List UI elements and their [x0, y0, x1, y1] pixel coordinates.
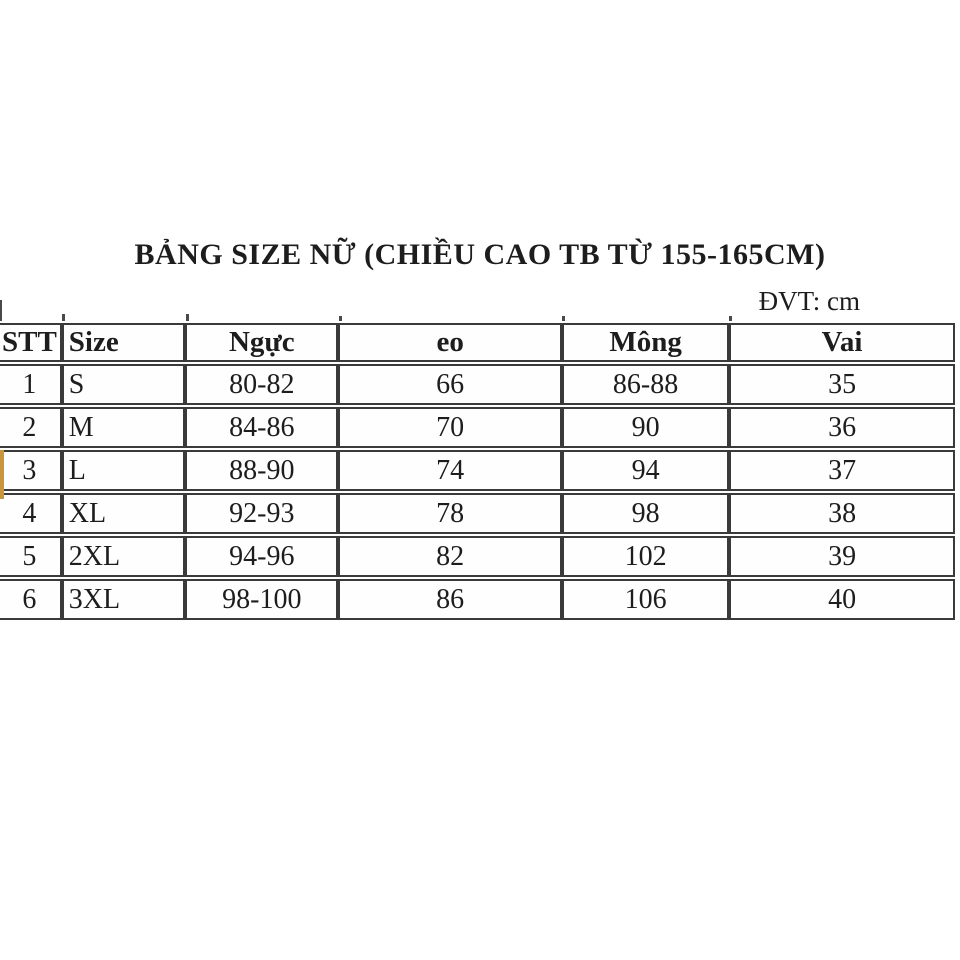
table-cell: 98-100 — [185, 579, 338, 620]
table-cell: 80-82 — [185, 364, 338, 405]
header-cell: Size — [62, 323, 186, 362]
table-cell: 1 — [0, 364, 62, 405]
table-cell: L — [62, 450, 186, 491]
table-cell: 86 — [338, 579, 562, 620]
table-row — [0, 536, 955, 577]
table-cell: 4 — [0, 493, 62, 534]
table-cell: 94 — [562, 450, 729, 491]
table-cell: 86-88 — [562, 364, 729, 405]
table-row — [0, 364, 955, 405]
table-cell: 39 — [729, 536, 955, 577]
header-cell: STT — [0, 323, 62, 362]
table-cell: 78 — [338, 493, 562, 534]
size-table-wrap — [0, 321, 959, 622]
header-cell: Ngực — [185, 323, 338, 362]
table-cell: 35 — [729, 364, 955, 405]
header-cell: Vai — [729, 323, 955, 362]
header-cell: eo — [338, 323, 562, 362]
table-cell: 36 — [729, 407, 955, 448]
table-row — [0, 579, 955, 620]
table-cell: 98 — [562, 493, 729, 534]
grid-remnant-line — [62, 314, 65, 321]
table-cell: 2 — [0, 407, 62, 448]
table-cell: 90 — [562, 407, 729, 448]
grid-remnant-line — [0, 300, 2, 321]
table-cell: M — [62, 407, 186, 448]
size-chart-title: BẢNG SIZE NỮ (CHIỀU CAO TB TỪ 155-165CM) — [134, 238, 826, 271]
table-body — [0, 364, 955, 620]
table-cell: 3XL — [62, 579, 186, 620]
table-cell: 6 — [0, 579, 62, 620]
size-table — [0, 321, 955, 622]
header-cell: Mông — [562, 323, 729, 362]
accent-marker — [0, 450, 4, 499]
table-cell: 94-96 — [185, 536, 338, 577]
table-cell: 66 — [338, 364, 562, 405]
table-cell: 74 — [338, 450, 562, 491]
table-cell: 84-86 — [185, 407, 338, 448]
table-cell: 82 — [338, 536, 562, 577]
header-row — [0, 323, 955, 362]
table-cell: 5 — [0, 536, 62, 577]
table-row — [0, 493, 955, 534]
table-cell: 106 — [562, 579, 729, 620]
grid-remnant-line — [729, 316, 732, 321]
table-cell: 2XL — [62, 536, 186, 577]
table-cell: 38 — [729, 493, 955, 534]
table-row — [0, 407, 955, 448]
table-cell: 88-90 — [185, 450, 338, 491]
grid-remnant-line — [339, 316, 342, 321]
table-cell: 102 — [562, 536, 729, 577]
table-cell: 3 — [0, 450, 62, 491]
table-cell: S — [62, 364, 186, 405]
table-cell: 37 — [729, 450, 955, 491]
unit-note: ĐVT: cm — [758, 286, 860, 316]
grid-remnant-line — [562, 316, 565, 321]
table-cell: 92-93 — [185, 493, 338, 534]
table-row — [0, 450, 955, 491]
table-cell: XL — [62, 493, 186, 534]
table-cell: 70 — [338, 407, 562, 448]
grid-remnant-line — [186, 314, 189, 321]
table-cell: 40 — [729, 579, 955, 620]
